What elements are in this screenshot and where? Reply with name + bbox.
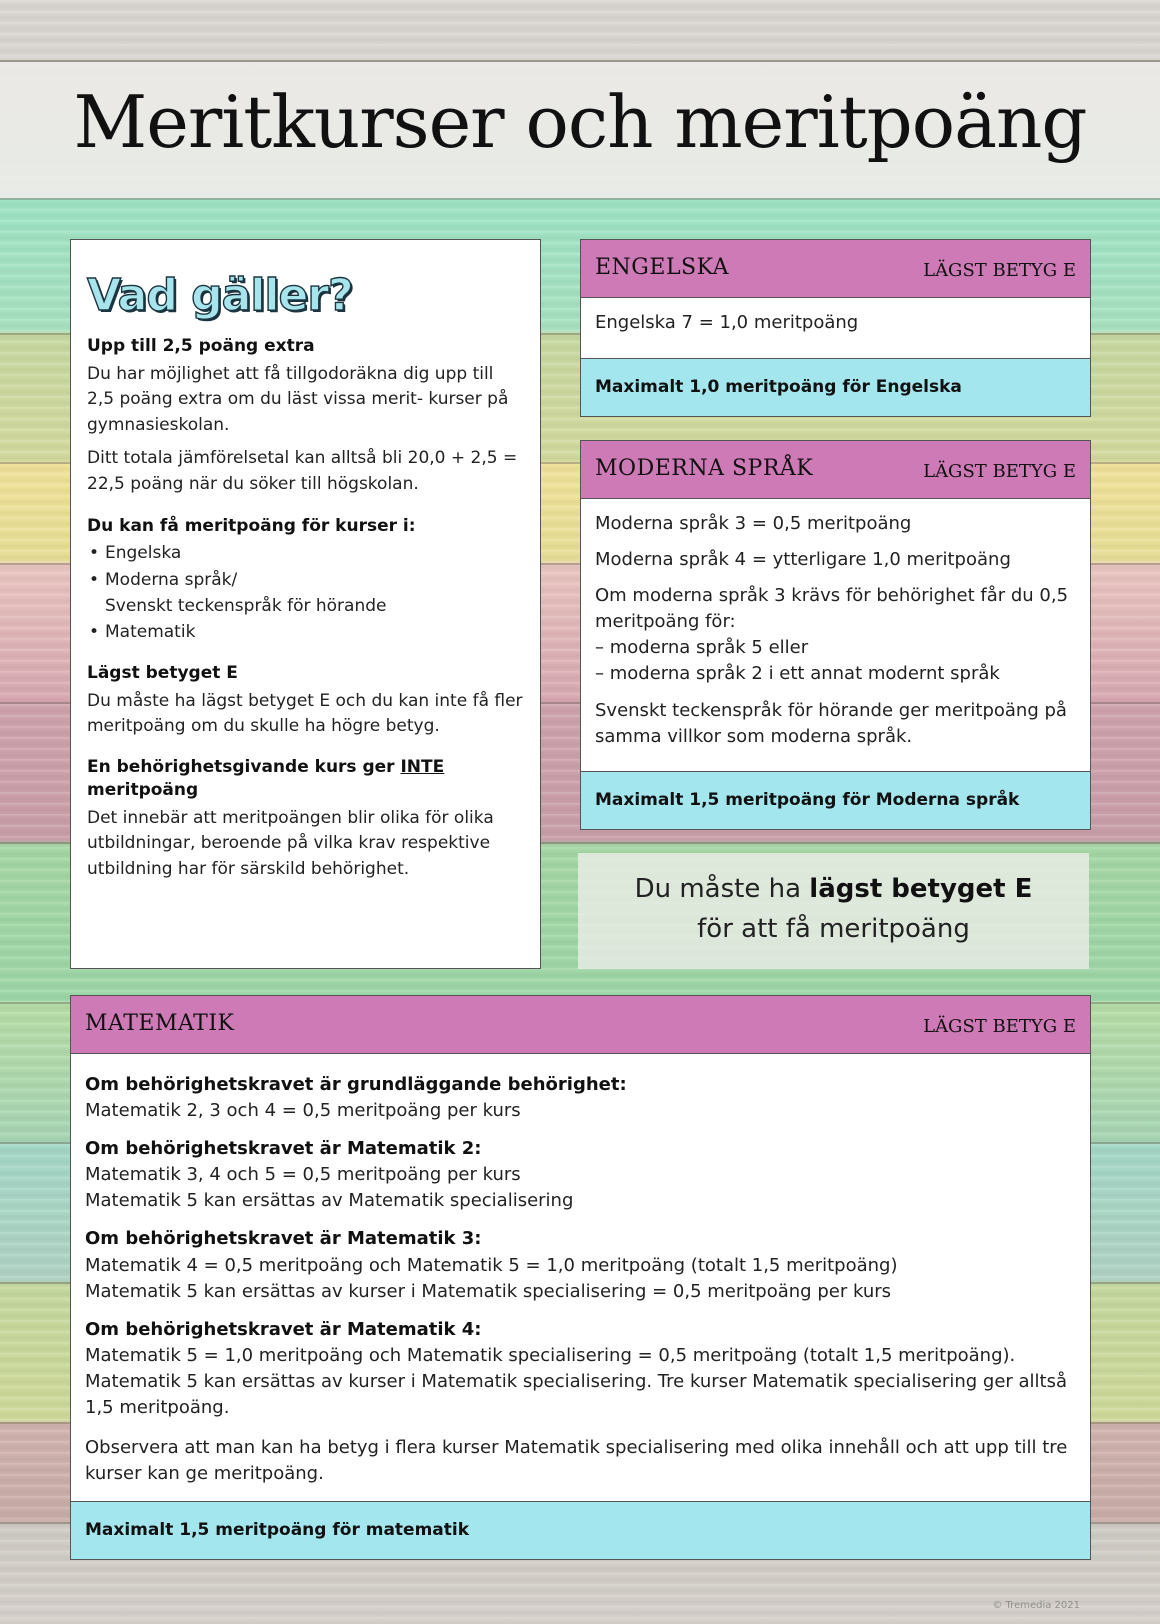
page-title: Meritkurser och meritpoäng (73, 80, 1087, 164)
section-title: Lägst betyget E (87, 662, 238, 683)
card-title: ENGELSKA (595, 255, 730, 280)
card-line: Engelska 7 = 1,0 meritpoäng (595, 312, 859, 333)
card-body (71, 1054, 1090, 1487)
grade-label: LÄGST BETYG E (923, 260, 1076, 281)
card-header (581, 441, 1090, 499)
rule-line: Matematik 5 kan ersättas av Matematik specialisering (85, 1190, 574, 1212)
section-title: Du kan få meritpoäng för kurser i: (87, 516, 416, 537)
rule-line: Matematik 5 = 1,0 meritpoäng och Matematik specialisering = 0,5 meritpoäng (totalt 1,5 meritpoäng). (85, 1344, 1016, 1366)
info-heading: Vad gäller? (87, 270, 353, 321)
grade-callout: Du måste ha lägst betyget E för att få meritpoäng (578, 853, 1089, 969)
list-item: • Moderna språk/ Svenskt teckenspråk för hörande (87, 567, 524, 620)
rule-heading: Om behörighetskravet är Matematik 4: (85, 1318, 482, 1340)
section-title: En behörighetsgivande kurs ger INTE meritpoäng (87, 756, 445, 800)
copyright: © Tremedia 2021 (992, 1600, 1080, 1611)
course-list (87, 540, 524, 645)
card-body (581, 298, 1090, 348)
rule-line: Matematik 5 kan ersättas av kurser i Matematik specialisering = 0,5 meritpoäng per kurs (85, 1280, 892, 1302)
card-footer: Maximalt 1,5 meritpoäng för Moderna språk (581, 771, 1090, 829)
rule-heading: Om behörighetskravet är Matematik 3: (85, 1228, 482, 1250)
grade-label: LÄGST BETYG E (923, 461, 1076, 482)
card-header (581, 240, 1090, 298)
paragraph: Det innebär att meritpoängen blir olika för olika utbildningar, beroende på vilka krav respektive utbildning har för särskild behörighet. (87, 807, 494, 879)
grade-label: LÄGST BETYG E (923, 1016, 1076, 1037)
card-footer: Maximalt 1,5 meritpoäng för matematik (71, 1501, 1090, 1559)
list-item: • Engelska (87, 540, 524, 566)
rule-heading: Om behörighetskravet är Matematik 2: (85, 1138, 482, 1160)
paragraph: Du måste ha lägst betyget E och du kan inte få fler meritpoäng om du skulle ha högre betyg. (87, 690, 523, 737)
card-line: Svenskt teckenspråk för hörande ger meritpoäng på samma villkor som moderna språk. (595, 699, 1067, 747)
paragraph: Ditt totala jämförelsetal kan alltså bli 20,0 + 2,5 = 22,5 poäng när du söker till högskolan. (87, 448, 518, 494)
card-line: Moderna språk 4 = ytterligare 1,0 meritpoäng (595, 549, 1011, 571)
rule-heading: Om behörighetskravet är grundläggande behörighet: (85, 1074, 627, 1095)
note: Observera att man kan ha betyg i flera kurser Matematik specialisering med olika innehåll och att upp till tre kurser kan ge meritpoäng. (85, 1437, 1068, 1485)
card-title: MATEMATIK (85, 1011, 235, 1036)
section-title: Upp till 2,5 poäng extra (87, 336, 315, 356)
card-footer: Maximalt 1,0 meritpoäng för Engelska (581, 358, 1090, 416)
card-header (71, 996, 1090, 1054)
card-line: Moderna språk 3 = 0,5 meritpoäng (595, 513, 912, 534)
rule-line: Matematik 2, 3 och 4 = 0,5 meritpoäng per kurs (85, 1100, 521, 1122)
engelska-card (580, 239, 1091, 417)
card-line: Om moderna språk 3 krävs för behörighet får du 0,5 meritpoäng för: – moderna språk 5 eller – moderna språk 2 i ett annat modernt språk (595, 585, 1069, 685)
rule-line: Matematik 3, 4 och 5 = 0,5 meritpoäng per kurs (85, 1164, 521, 1186)
matematik-card (70, 995, 1091, 1560)
rule-line: Matematik 4 = 0,5 meritpoäng och Matematik 5 = 1,0 meritpoäng (totalt 1,5 meritpoäng) (85, 1254, 898, 1276)
card-title: MODERNA SPRÅK (595, 456, 814, 481)
rule-line: Matematik 5 kan ersättas av kurser i Matematik specialisering. Tre kurser Matematik specialisering ger alltså 1,5 meritpoäng. (85, 1370, 1068, 1419)
paragraph: Du har möjlighet att få tillgodoräkna dig upp till 2,5 poäng extra om du läst vissa merit- kurser på gymnasieskolan. (87, 363, 509, 435)
info-box (70, 239, 541, 969)
card-body (581, 499, 1090, 762)
moderna-sprak-card (580, 440, 1091, 830)
plank-seam (0, 198, 1160, 200)
list-item: • Matematik (87, 619, 524, 645)
